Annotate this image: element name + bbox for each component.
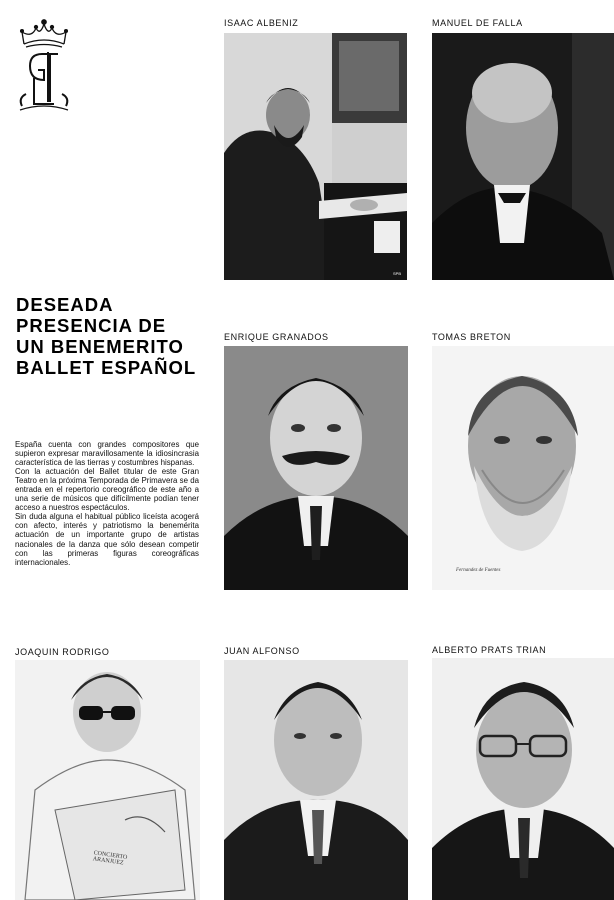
headline-line: BALLET ESPAÑOL (16, 357, 197, 378)
caption-albeniz: ISAAC ALBENIZ (224, 18, 299, 28)
caption-falla: MANUEL DE FALLA (432, 18, 523, 28)
body-paragraph: España cuenta con grandes compositores que supieron expresar maravillosamente la idiosincrasia característica de las tierras y costumbres hispanas. (15, 440, 199, 468)
photo-prats-trian (432, 658, 614, 900)
photo-alfonso (224, 660, 408, 900)
body-paragraph: Sin duda alguna el habitual público liceísta acogerá con afecto, interés y patriotismo la benemérita actuación de un importante grupo de artistas nacionales de la danza que sólo desean competir con las primeras figuras coreográficas internacionales. (15, 512, 199, 567)
photo-mark: SPB (392, 271, 401, 276)
headline-line: PRESENCIA DE (16, 315, 167, 336)
caption-rodrigo: JOAQUIN RODRIGO (15, 647, 110, 657)
body-paragraph: Con la actuación del Ballet titular de este Gran Teatro en la próxima Temporada de Primavera se da entrada en el repertorio coreográfico de este año a una serie de músicos que difícilmente podían tener acceso a nuestros espectáculos. (15, 467, 199, 513)
photo-albeniz (224, 33, 407, 280)
artist-signature: Fernandez de Fuentes (456, 568, 501, 573)
photo-breton (432, 346, 614, 590)
headline-line: UN BENEMERITO (16, 336, 184, 357)
article-body (15, 440, 199, 567)
liceu-monogram-logo (12, 14, 76, 112)
caption-prats-trian: ALBERTO PRATS TRIAN (432, 645, 547, 655)
headline (16, 294, 216, 378)
score-title: CONCIERTO ARANJUEZ (92, 850, 128, 867)
photo-rodrigo (15, 660, 200, 900)
photo-granados (224, 346, 408, 590)
caption-granados: ENRIQUE GRANADOS (224, 332, 329, 342)
photo-falla (432, 33, 614, 280)
headline-line: DESEADA (16, 294, 114, 315)
caption-breton: TOMAS BRETON (432, 332, 511, 342)
caption-alfonso: JUAN ALFONSO (224, 646, 300, 656)
